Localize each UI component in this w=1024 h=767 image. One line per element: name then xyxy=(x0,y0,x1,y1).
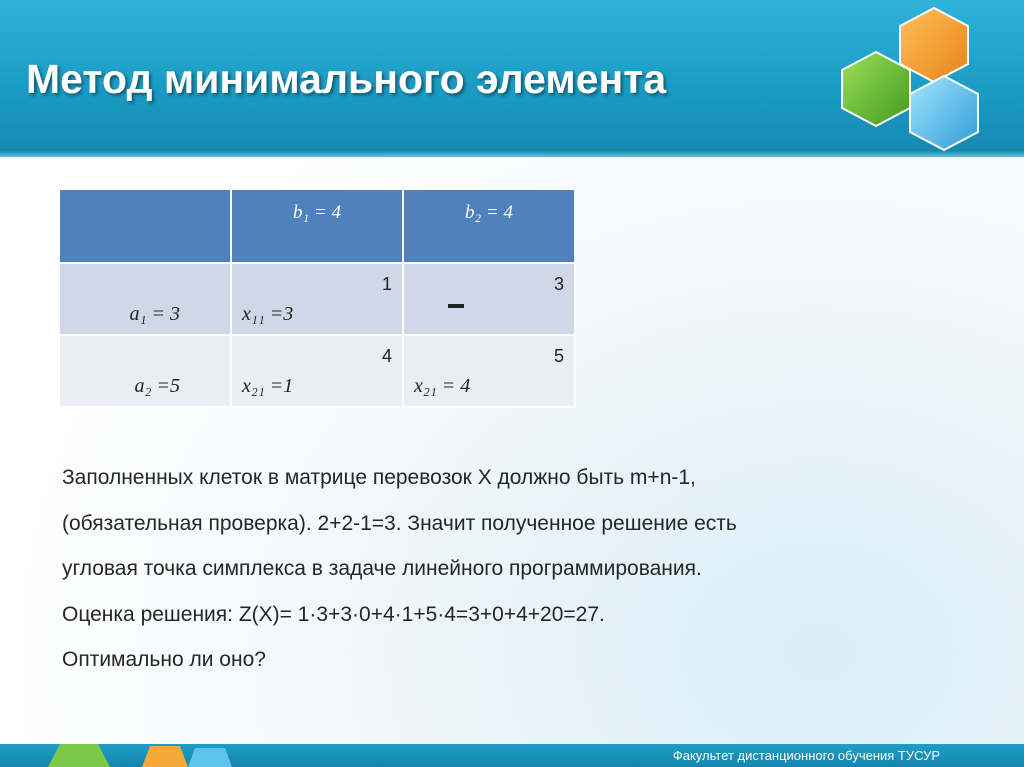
table-header-cell xyxy=(59,189,231,263)
cell-cost: 3 xyxy=(553,274,564,294)
row-label-a1: a₁ = 3 xyxy=(129,303,180,325)
empty-cell-dash xyxy=(448,304,464,308)
table-cell xyxy=(403,335,575,407)
body-line: Оптимально ли оно? xyxy=(62,648,266,671)
row-label-cell xyxy=(59,335,231,407)
table-header-row xyxy=(59,189,575,263)
body-line: угловая точка симплекса в задаче линейного программирования. xyxy=(62,557,702,580)
cell-value: x₁₁ =3 xyxy=(242,303,294,325)
row-label-a2: a₂ =5 xyxy=(134,375,180,397)
table-row xyxy=(59,263,575,335)
body-line: Оценка решения: Z(X)= 1·3+3·0+4·1+5·4=3+0+4+20=27. xyxy=(62,602,605,626)
slide-title: Метод минимального элемента xyxy=(26,56,667,102)
table-row xyxy=(59,335,575,407)
table-cell xyxy=(403,263,575,335)
row-label-cell xyxy=(59,263,231,335)
transport-matrix xyxy=(58,188,576,408)
cell-value: x₂₁ = 4 xyxy=(414,375,471,397)
cell-cost: 5 xyxy=(553,346,564,366)
column-label-b1: b₁ = 4 xyxy=(293,202,341,223)
body-line: Заполненных клеток в матрице перевозок Х должно быть m+n-1, xyxy=(62,466,696,489)
cell-cost: 4 xyxy=(381,346,392,366)
table-header-cell xyxy=(403,189,575,263)
cell-value: x₂₁ =1 xyxy=(242,375,294,397)
hexagon-logo-icon xyxy=(836,6,986,154)
body-text xyxy=(62,455,942,683)
body-line: (обязательная проверка). 2+2-1=3. Значит полученное решение есть xyxy=(62,511,737,535)
table-header-cell xyxy=(231,189,403,263)
footer-text: Факультет дистанционного обучения ТУСУР xyxy=(672,748,940,763)
table-cell xyxy=(231,335,403,407)
table-cell xyxy=(231,263,403,335)
cell-cost: 1 xyxy=(381,274,392,294)
hexagon-decoration-icon xyxy=(20,744,240,767)
column-label-b2: b₂ = 4 xyxy=(465,202,513,223)
